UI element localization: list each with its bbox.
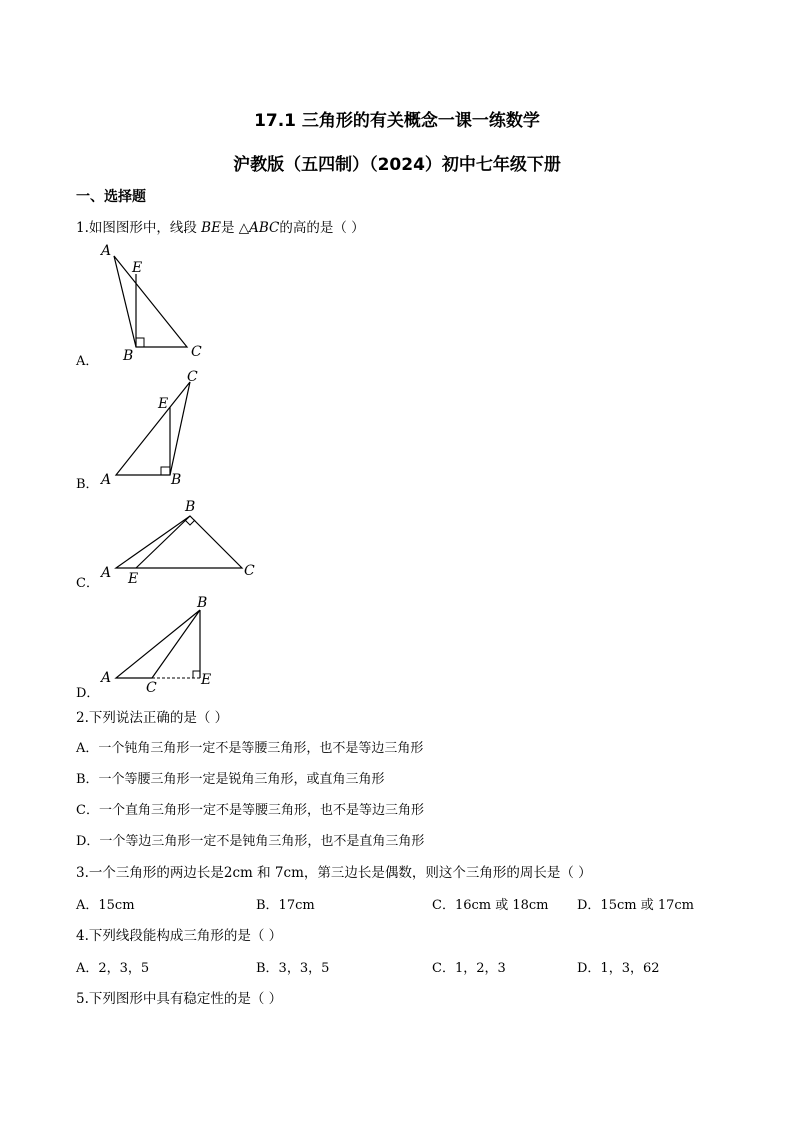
point-label-a: A [101, 472, 112, 488]
q1-option-b-figure[interactable] [96, 366, 216, 491]
point-label-e: E [128, 571, 139, 587]
q1-option-a-figure[interactable] [96, 240, 216, 365]
point-label-c: C [244, 563, 255, 579]
segment-be [136, 516, 190, 568]
q1-option-b-label[interactable]: B． [76, 477, 99, 492]
q3-option-d[interactable]: D．15cm 或 17cm [577, 898, 694, 913]
q2-option-b[interactable]: B．一个等腰三角形一定是锐角三角形，或直角三角形 [76, 772, 385, 787]
q1-option-a-label[interactable]: A． [76, 354, 99, 369]
question-1-stem [76, 216, 365, 236]
triangle-abc [116, 516, 242, 568]
point-label-a: A [101, 243, 112, 259]
q1-option-d-label[interactable]: D． [76, 686, 100, 701]
q3-option-b[interactable]: B．17cm [256, 898, 315, 913]
question-3-stem: 3.一个三角形的两边长是2cm 和 7cm，第三边长是偶数，则这个三角形的周长是（ ） [76, 865, 592, 881]
q4-option-a[interactable]: A．2，3，5 [76, 961, 150, 976]
point-label-b: B [197, 595, 208, 611]
q2-option-d[interactable]: D．一个等边三角形一定不是钝角三角形，也不是直角三角形 [76, 834, 425, 849]
point-label-c: C [187, 369, 198, 385]
triangle-abc [116, 382, 190, 475]
right-angle-mark [136, 338, 144, 347]
point-label-e: E [201, 672, 212, 688]
triangle-abc [114, 256, 187, 347]
question-5-stem: 5.下列图形中具有稳定性的是（ ） [76, 991, 283, 1007]
q1-option-d-figure[interactable] [96, 594, 226, 699]
q3-option-a[interactable]: A．15cm [76, 898, 135, 913]
right-angle-mark [185, 520, 195, 525]
q1-option-c-figure[interactable] [96, 496, 266, 591]
question-1-prefix: 1.如图图形中，线段 [76, 220, 202, 236]
question-1-suffix: 的高的是（ ） [279, 220, 365, 236]
page-title: 17.1 三角形的有关概念一课一练数学 [254, 111, 540, 131]
point-label-c: C [146, 680, 157, 696]
point-label-e: E [132, 260, 143, 276]
point-label-a: A [101, 670, 112, 686]
section-heading: 一、选择题 [76, 189, 146, 205]
point-label-b: B [171, 472, 182, 488]
question-2-stem: 2.下列说法正确的是（ ） [76, 710, 229, 726]
point-label-a: A [101, 565, 112, 581]
q2-option-a[interactable]: A．一个钝角三角形一定不是等腰三角形，也不是等边三角形 [76, 741, 424, 756]
q2-option-c[interactable]: C．一个直角三角形一定不是等腰三角形，也不是等边三角形 [76, 803, 424, 818]
question-1-triangle: △ABC [238, 220, 280, 236]
q4-option-b[interactable]: B．3，3，5 [256, 961, 330, 976]
right-angle-mark [161, 467, 170, 475]
triangle-abc [116, 610, 200, 678]
q1-option-c-label[interactable]: C． [76, 576, 99, 591]
point-label-b: B [185, 499, 196, 515]
q4-option-d[interactable]: D．1，3，62 [577, 961, 660, 976]
point-label-c: C [191, 344, 202, 360]
question-4-stem: 4.下列线段能构成三角形的是（ ） [76, 928, 283, 944]
point-label-b: B [123, 348, 134, 364]
q4-option-c[interactable]: C．1，2，3 [432, 961, 506, 976]
q3-option-c[interactable]: C．16cm 或 18cm [432, 898, 549, 913]
point-label-e: E [158, 396, 169, 412]
question-1-segment: BE [201, 220, 221, 236]
right-angle-mark [193, 671, 200, 678]
question-1-mid: 是 [220, 220, 239, 236]
page-subtitle: 沪教版（五四制）（2024）初中七年级下册 [233, 155, 561, 175]
